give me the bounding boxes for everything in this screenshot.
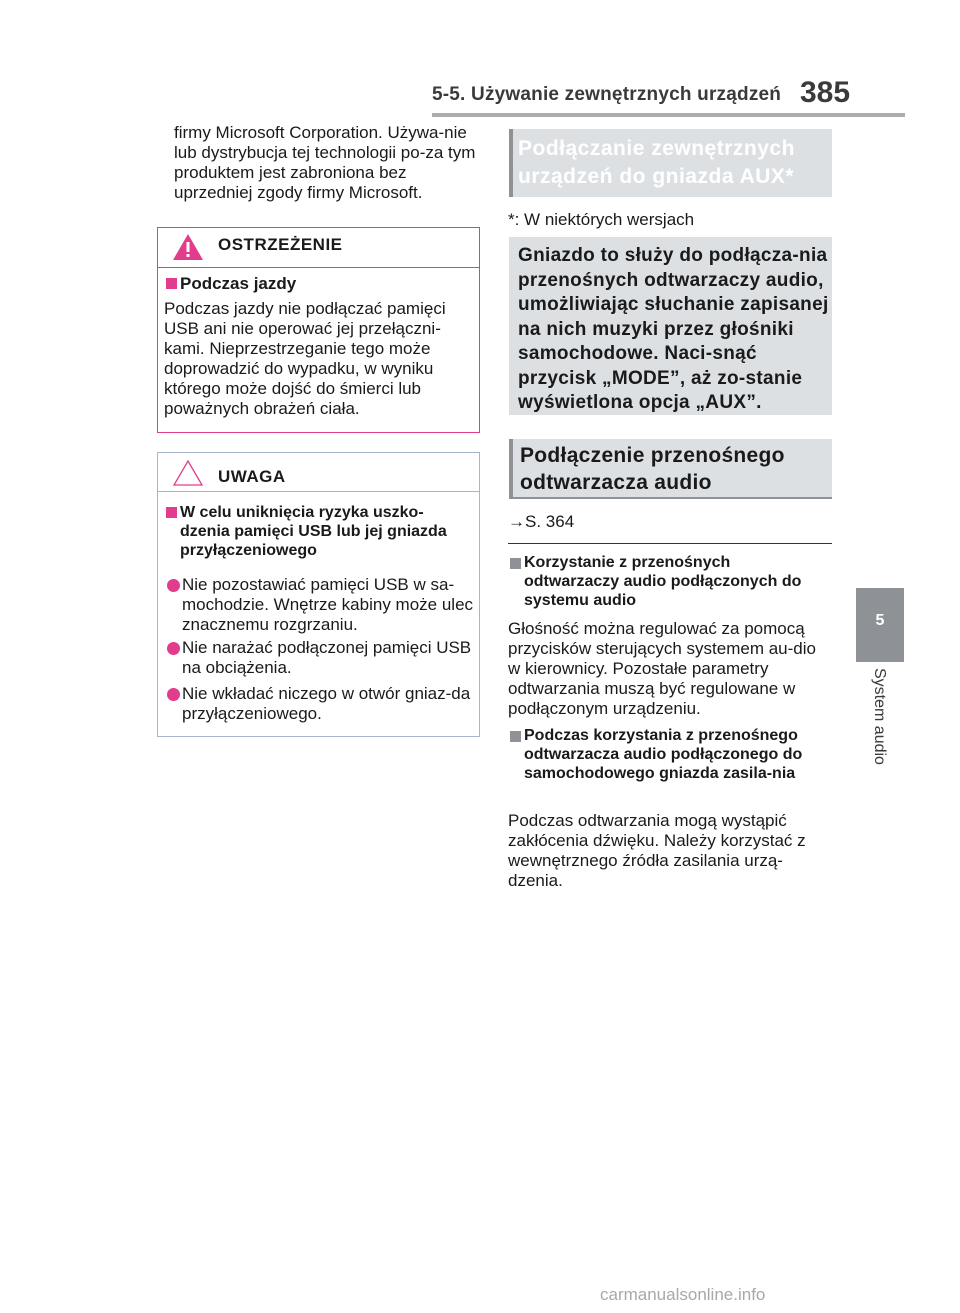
warning-subheading: [166, 274, 296, 294]
chapter-label-text: System audio: [871, 668, 888, 765]
watermark: carmanualsonline.info: [600, 1285, 766, 1304]
notice-bullet-3: Nie wkładać niczego w otwór gniaz-da przyłączeniowego.: [182, 684, 471, 723]
intro-paragraph: firmy Microsoft Corporation. Używa-nie lub dystrybucja tej technologii po-za tym produktem jest zabroniona bez uprzedniej zgody firmy Microsoft.: [174, 123, 476, 202]
section-heading-accent-bar: [509, 129, 513, 197]
section-heading-underline: [509, 497, 832, 499]
warning-title: OSTRZEŻENIE: [218, 235, 343, 254]
square-bullet-icon: [510, 558, 521, 569]
square-bullet-icon: [510, 731, 521, 742]
notice-subheading: [166, 503, 471, 560]
subheading-power-socket: Podczas korzystania z przenośnego odtwarzacza audio podłączonego do samochodowego gniazda zasila-nia: [524, 727, 803, 782]
volume-control-text: Głośność można regulować za pomocą przycisków sterujących systemem au-dio w kierownicy. Pozostałe parametry odtwarzania muszą być regulowane w podłączonym urządzeniu.: [508, 619, 816, 718]
section-heading-portable: Podłączenie przenośnego odtwarzacza audio: [520, 444, 785, 494]
notice-bullet-list: [164, 575, 474, 735]
subheading-volume-control: Korzystanie z przenośnych odtwarzaczy audio podłączonych do systemu audio: [524, 554, 802, 609]
square-bullet-icon: [166, 507, 177, 518]
page-number: 385: [800, 76, 851, 109]
section-heading-aux: Podłączanie zewnętrznych urządzeń do gniazda AUX*: [518, 137, 795, 188]
description-text: Gniazdo to służy do podłącza-nia przenośnych odtwarzaczy audio, umożliwiając słuchanie zapisanej na nich muzyki przez głośniki samochodowe. Naci-snąć przycisk „MODE”, aż zo-stanie wyświetlona opcja „AUX”.: [518, 245, 829, 413]
notice-header-divider: [158, 491, 479, 492]
bullet-dot-icon: [167, 688, 180, 701]
header-section-title: 5-5. Używanie zewnętrznych urządzeń: [432, 84, 782, 105]
reference-divider: [508, 543, 832, 544]
chapter-tab-number: 5: [875, 612, 885, 629]
section-heading-accent-bar: [509, 439, 513, 497]
header-rule: [432, 113, 905, 117]
warning-text: Podczas jazdy nie podłączać pamięci USB ani nie operować jej przełączni-kami. Nieprzestrzeganie tego może doprowadzić do wypadku, w wyniku którego może dojść do śmierci lub poważnych obrażeń ciała.: [164, 299, 446, 418]
bullet-dot-icon: [167, 579, 180, 592]
power-socket-text: Podczas odtwarzania mogą wystąpić zakłócenia dźwięku. Należy korzystać z wewnętrznego źródła zasilania urzą-dzenia.: [508, 811, 806, 890]
warning-triangle-icon: [171, 232, 205, 262]
notice-bullet-1: Nie pozostawiać pamięci USB w sa-mochodzie. Wnętrze kabiny może ulec znacznemu rozgrzaniu.: [182, 575, 474, 634]
footnote: *: W niektórych wersjach: [508, 210, 695, 229]
notice-bullet-2: Nie narażać podłączonej pamięci USB na obciążenia.: [182, 638, 472, 677]
caution-triangle-icon: [171, 458, 205, 488]
warning-header-divider: [158, 267, 479, 268]
chapter-label: [852, 668, 912, 788]
bullet-dot-icon: [167, 642, 180, 655]
square-bullet-icon: [166, 278, 177, 289]
notice-title: UWAGA: [218, 467, 286, 486]
warning-subheading-text: Podczas jazdy: [180, 274, 297, 293]
page-reference-link[interactable]: →S. 364: [508, 512, 575, 531]
notice-subheading-text: W celu uniknięcia ryzyka uszko-dzenia pamięci USB lub jej gniazda przyłączeniowego: [180, 504, 447, 559]
